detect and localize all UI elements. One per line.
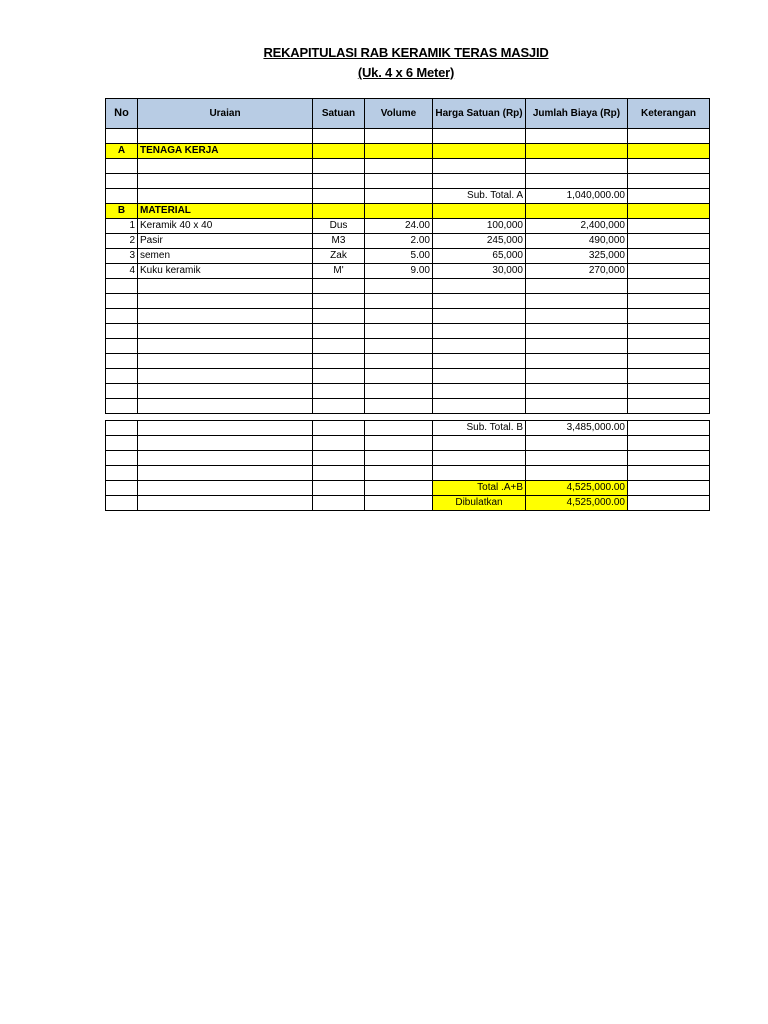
material-harga: 30,000 <box>433 264 526 279</box>
rab-table <box>105 98 710 511</box>
material-uraian: semen <box>138 249 313 264</box>
material-jumlah: 2,400,000 <box>526 219 628 234</box>
material-row <box>106 264 710 279</box>
material-satuan: Zak <box>313 249 365 264</box>
material-jumlah: 270,000 <box>526 264 628 279</box>
material-volume: 5.00 <box>365 249 433 264</box>
document-subtitle: (Uk. 4 x 6 Meter) <box>357 65 455 80</box>
section-code: A <box>106 144 138 159</box>
material-no: 4 <box>106 264 138 279</box>
material-volume: 24.00 <box>365 219 433 234</box>
header-uraian: Uraian <box>138 99 313 129</box>
material-volume: 2.00 <box>365 234 433 249</box>
subtotal-label: Sub. Total. A <box>433 189 526 204</box>
material-no: 3 <box>106 249 138 264</box>
header-no: No <box>106 99 138 129</box>
rounded-value: 4,525,000.00 <box>526 496 628 511</box>
header-row <box>106 99 710 129</box>
empty-row <box>106 129 710 144</box>
section-label: MATERIAL <box>138 204 313 219</box>
material-satuan: Dus <box>313 219 365 234</box>
empty-row <box>106 339 710 354</box>
section-label: TENAGA KERJA <box>138 144 313 159</box>
empty-row <box>106 354 710 369</box>
total-label: Total .A+B <box>433 481 526 496</box>
material-harga: 245,000 <box>433 234 526 249</box>
empty-row <box>106 436 710 451</box>
subtotal-value: 3,485,000.00 <box>526 421 628 436</box>
header-keterangan: Keterangan <box>628 99 710 129</box>
empty-row <box>106 324 710 339</box>
material-uraian: Keramik 40 x 40 <box>138 219 313 234</box>
material-row <box>106 234 710 249</box>
material-volume: 9.00 <box>365 264 433 279</box>
material-no: 2 <box>106 234 138 249</box>
material-harga: 100,000 <box>433 219 526 234</box>
section-code: B <box>106 204 138 219</box>
header-volume: Volume <box>365 99 433 129</box>
header-harga: Harga Satuan (Rp) <box>433 99 526 129</box>
total-value: 4,525,000.00 <box>526 481 628 496</box>
material-harga: 65,000 <box>433 249 526 264</box>
empty-row <box>106 369 710 384</box>
empty-row <box>106 279 710 294</box>
subtotal-value: 1,040,000.00 <box>526 189 628 204</box>
rounded-label: Dibulatkan <box>433 496 526 511</box>
empty-row <box>106 384 710 399</box>
material-uraian: Pasir <box>138 234 313 249</box>
material-row <box>106 249 710 264</box>
material-jumlah: 490,000 <box>526 234 628 249</box>
header-jumlah: Jumlah Biaya (Rp) <box>526 99 628 129</box>
material-row <box>106 219 710 234</box>
spacer-row <box>106 414 710 421</box>
header-satuan: Satuan <box>313 99 365 129</box>
subtotal-label: Sub. Total. B <box>433 421 526 436</box>
empty-row <box>106 159 710 174</box>
empty-row <box>106 294 710 309</box>
section-row-b <box>106 204 710 219</box>
section-row-a <box>106 144 710 159</box>
empty-row <box>106 309 710 324</box>
material-satuan: M' <box>313 264 365 279</box>
empty-row <box>106 466 710 481</box>
empty-row <box>106 451 710 466</box>
subtotal-row-a <box>106 189 710 204</box>
material-satuan: M3 <box>313 234 365 249</box>
document-title: REKAPITULASI RAB KERAMIK TERAS MASJID <box>263 45 549 60</box>
subtotal-row-b <box>106 421 710 436</box>
rounded-row <box>106 496 710 511</box>
material-jumlah: 325,000 <box>526 249 628 264</box>
empty-row <box>106 174 710 189</box>
empty-row <box>106 399 710 414</box>
material-no: 1 <box>106 219 138 234</box>
material-uraian: Kuku keramik <box>138 264 313 279</box>
total-row <box>106 481 710 496</box>
